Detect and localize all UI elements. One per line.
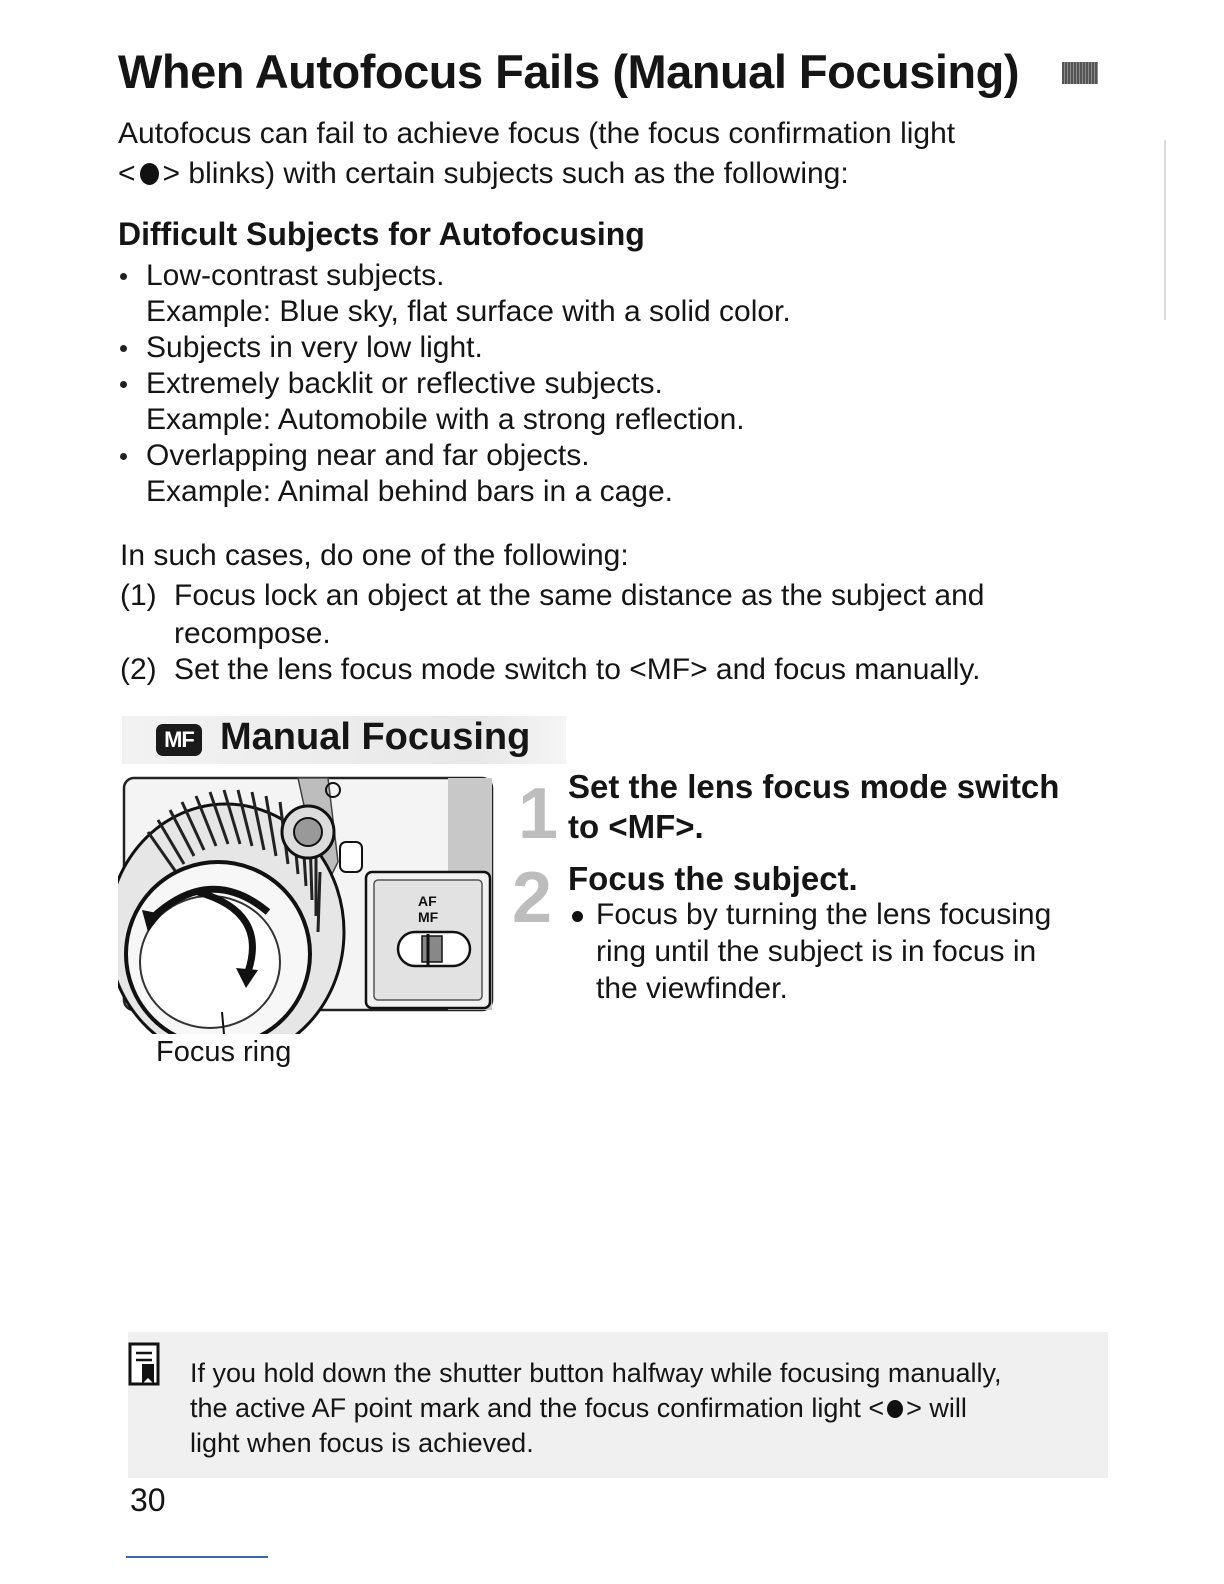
- list-item: [118, 438, 1018, 510]
- difficult-subjects-list: [118, 258, 1018, 510]
- step-title: Set the lens focus mode switch: [568, 768, 1060, 805]
- step-body-line: the viewfinder.: [596, 972, 788, 1005]
- illustration-caption: Focus ring: [156, 1036, 292, 1068]
- step-number: 1: [518, 774, 559, 854]
- switch-af-label: AF: [418, 893, 437, 909]
- list-item-text: Low-contrast subjects.: [146, 259, 445, 292]
- intro-line-2-after: > blinks) with certain subjects such as the following:: [162, 157, 849, 190]
- page-number: 30: [130, 1482, 166, 1518]
- bullet-icon: [120, 453, 127, 460]
- mf-badge-icon: MF: [156, 724, 202, 756]
- note-line-after: > will: [906, 1393, 967, 1423]
- difficult-subjects-heading: Difficult Subjects for Autofocusing: [118, 216, 645, 252]
- step-body-line: ring until the subject is in focus in: [596, 935, 1037, 968]
- list-item: [118, 366, 1018, 438]
- list-item-example: Example: Blue sky, flat surface with a solid color.: [146, 295, 791, 328]
- edge-rule: [1164, 140, 1166, 320]
- list-item-example: Example: Automobile with a strong reflection.: [146, 403, 745, 436]
- intro-line-1: Autofocus can fail to achieve focus (the focus confirmation light: [118, 117, 956, 150]
- bullet-icon: [120, 381, 127, 388]
- step-title: Focus the subject.: [568, 860, 858, 897]
- step-body-line: Focus by turning the lens focusing: [596, 898, 1052, 931]
- bullet-icon: [120, 345, 127, 352]
- list-item-text: Subjects in very low light.: [146, 331, 483, 364]
- remedy-number: (2): [120, 653, 157, 686]
- list-item-text: Overlapping near and far objects.: [146, 439, 590, 472]
- intro-line-2-before: <: [118, 157, 136, 190]
- switch-mf-label: MF: [418, 909, 439, 925]
- focus-confirmation-dot-icon: [887, 1400, 903, 1418]
- focus-confirmation-dot-icon: [140, 163, 159, 185]
- remedy-line: Set the lens focus mode switch to <MF> and focus manually.: [174, 653, 981, 686]
- bullet-icon: [572, 911, 583, 922]
- remedies-intro: In such cases, do one of the following:: [120, 539, 629, 572]
- manual-focusing-heading: Manual Focusing: [220, 716, 531, 758]
- note-line: If you hold down the shutter button halfway while focusing manually,: [190, 1358, 1002, 1388]
- note-line: [190, 1391, 1110, 1426]
- page-title: When Autofocus Fails (Manual Focusing): [118, 45, 1019, 98]
- list-item: [118, 258, 1018, 330]
- step-title: to <MF>.: [568, 808, 704, 845]
- step-body: [568, 896, 1108, 1007]
- list-item-text: Extremely backlit or reflective subjects.: [146, 367, 663, 400]
- list-item-example: Example: Animal behind bars in a cage.: [146, 475, 673, 508]
- section-marker: [1062, 62, 1098, 84]
- remedy-line: recompose.: [174, 617, 331, 650]
- note-text: [190, 1356, 1110, 1461]
- remedy-line: Focus lock an object at the same distance as the subject and: [174, 579, 985, 612]
- list-item: [118, 330, 1018, 366]
- footer-rule: [126, 1556, 268, 1558]
- memo-note-icon: [128, 1342, 162, 1388]
- lens-illustration: [118, 772, 498, 1034]
- bullet-icon: [120, 273, 127, 280]
- note-line-before: the active AF point mark and the focus confirmation light <: [190, 1393, 885, 1423]
- note-line: light when focus is achieved.: [190, 1428, 534, 1458]
- step-number: 2: [512, 858, 553, 938]
- remedy-number: (1): [120, 579, 157, 612]
- intro-line-2: [118, 156, 849, 192]
